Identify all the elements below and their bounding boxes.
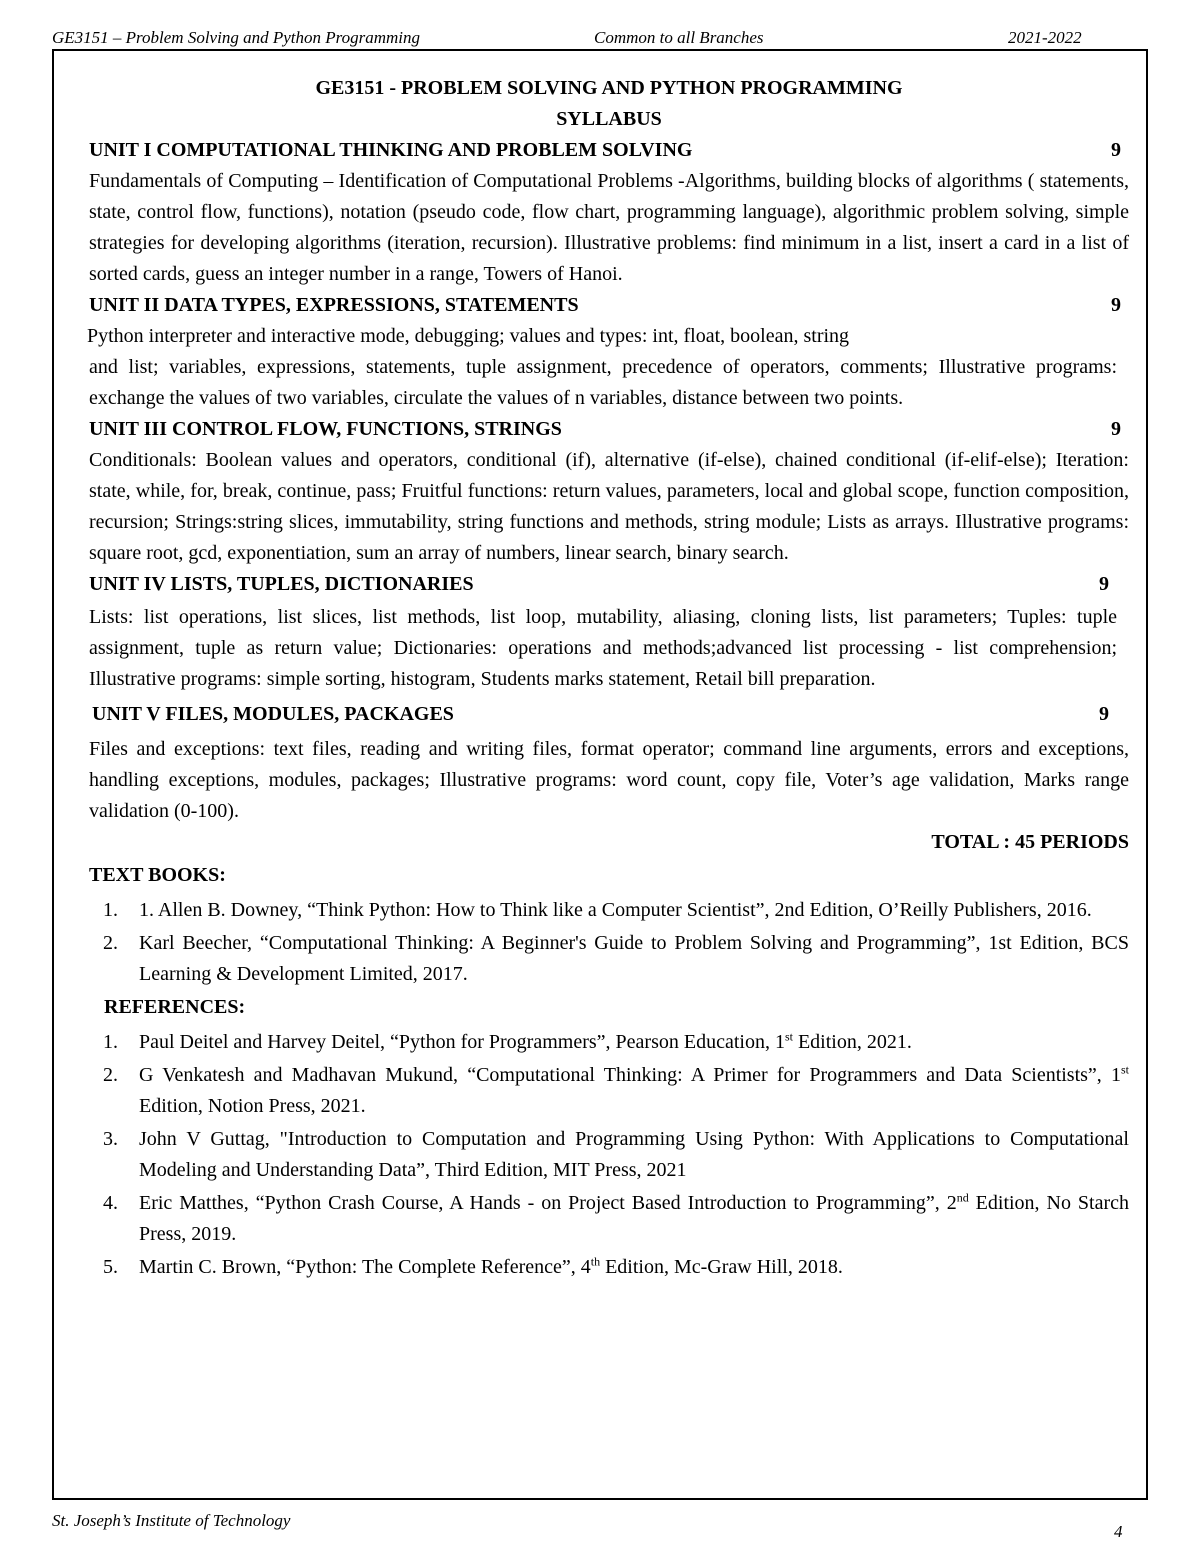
list-item-number: 4. [103,1192,118,1214]
header-year: 2021-2022 [1008,28,1082,47]
list-item-text: Eric Matthes, “Python Crash Course, A Hands - on Project Based Introduction to Programming”, 2 [139,1192,957,1214]
unit-4-body: Lists: list operations, list slices, list methods, list loop, mutability, aliasing, cloning lists, list parameters; Tuples: tuple assignment, tuple as return value; Dictionaries: operations and methods;advanced list processing - list comprehension; Illustrative programs: simple sorting, histogram, Students marks statement, Retail bill preparation. [89,606,1117,690]
total-periods: TOTAL : 45 PERIODS [931,831,1129,853]
page-number: 4 [1114,1522,1123,1541]
list-item-text: G Venkatesh and Madhavan Mukund, “Computational Thinking: A Primer for Programmers and Data Scientists”, 1 [139,1064,1121,1086]
unit-2-hours: 9 [1111,294,1121,316]
unit-1-hours: 9 [1111,139,1121,161]
ordinal-suffix: st [784,1029,793,1044]
text-books-heading: TEXT BOOKS: [89,864,226,886]
unit-4-heading [89,569,1129,600]
list-item [89,1252,1129,1283]
unit-4-hours: 9 [1099,573,1109,595]
unit-5-title: UNIT V FILES, MODULES, PACKAGES [92,703,454,725]
references-heading: REFERENCES: [104,996,246,1018]
list-item-number: 2. [103,1064,118,1086]
unit-5-hours: 9 [1099,703,1109,725]
unit-3-title: UNIT III CONTROL FLOW, FUNCTIONS, STRINGS [89,418,562,440]
unit-5-heading [89,699,1129,730]
list-item-number: 3. [103,1128,118,1150]
page-title: GE3151 - PROBLEM SOLVING AND PYTHON PROGRAMMING [315,77,903,99]
list-item [89,1060,1129,1122]
syllabus-content [89,73,1129,1285]
list-item [89,1188,1129,1250]
footer-institution: St. Joseph’s Institute of Technology [52,1511,291,1530]
unit-2-title: UNIT II DATA TYPES, EXPRESSIONS, STATEMENTS [89,294,579,316]
list-item-text-end: Edition, Mc-Graw Hill, 2018. [600,1256,843,1278]
text-books-list [89,895,1129,990]
list-item-text: Paul Deitel and Harvey Deitel, “Python for Programmers”, Pearson Education, 1 [139,1031,785,1053]
ordinal-suffix: st [1120,1062,1129,1077]
list-item-number: 1. [103,899,118,921]
header-branches: Common to all Branches [594,28,764,47]
unit-5-body: Files and exceptions: text files, reading and writing files, format operator; command line arguments, errors and exceptions, handling exceptions, modules, packages; Illustrative programs: word count, copy file, Voter’s age validation, Marks range validation (0-100). [89,738,1129,822]
unit-3-hours: 9 [1111,418,1121,440]
unit-1-heading [89,135,1129,166]
unit-1-body: Fundamentals of Computing – Identification of Computational Problems -Algorithms, building blocks of algorithms ( statements, state, control flow, functions), notation (pseudo code, flow chart, programming language), algorithmic problem solving, simple strategies for developing algorithms (iteration, recursion). Illustrative problems: find minimum in a list, insert a card in a list of sorted cards, guess an integer number in a range, Towers of Hanoi. [89,170,1129,285]
list-item [89,1124,1129,1186]
unit-4-title: UNIT IV LISTS, TUPLES, DICTIONARIES [89,573,474,595]
list-item-number: 1. [103,1031,118,1053]
references-list [89,1027,1129,1283]
unit-3-body: Conditionals: Boolean values and operators, conditional (if), alternative (if-else), chained conditional (if-elif-else); Iteration: state, while, for, break, continue, pass; Fruitful functions: return values, parameters, local and global scope, function composition, recursion; Strings:string slices, immutability, string functions and methods, string module; Lists as arrays. Illustrative programs: square root, gcd, exponentiation, sum an array of numbers, linear search, binary search. [89,449,1129,564]
ordinal-suffix: th [590,1254,601,1269]
unit-2-body-line1: Python interpreter and interactive mode, debugging; values and types: int, float, boolean, string [87,325,850,347]
list-item-text: Martin C. Brown, “Python: The Complete Reference”, 4 [139,1256,591,1278]
list-item-text: Karl Beecher, “Computational Thinking: A Beginner's Guide to Problem Solving and Programming”, 1st Edition, BCS Learning & Development Limited, 2017. [139,932,1129,985]
list-item [89,928,1129,990]
list-item-number: 2. [103,932,118,954]
list-item-text: 1. Allen B. Downey, “Think Python: How to Think like a Computer Scientist”, 2nd Edition, O’Reilly Publishers, 2016. [139,899,1092,921]
header-course-title: GE3151 – Problem Solving and Python Programming [52,28,420,47]
list-item-text-end: Edition, 2021. [792,1031,912,1053]
unit-3-heading [89,414,1129,445]
unit-1-title: UNIT I COMPUTATIONAL THINKING AND PROBLEM SOLVING [89,139,693,161]
list-item-text-end: Edition, No Starch Press, 2019. [139,1192,1129,1245]
list-item [89,1027,1129,1058]
list-item [89,895,1129,926]
page-subtitle: SYLLABUS [556,108,662,130]
unit-2-heading [89,290,1129,321]
unit-2-body: and list; variables, expressions, statements, tuple assignment, precedence of operators, comments; Illustrative programs: exchange the values of two variables, circulate the values of n variables, distance between two points. [89,356,1117,409]
ordinal-suffix: nd [956,1190,969,1205]
list-item-text-end: Edition, Notion Press, 2021. [139,1095,366,1117]
list-item-number: 5. [103,1256,118,1278]
list-item-text: John V Guttag, "Introduction to Computation and Programming Using Python: With Applications to Computational Modeling and Understanding Data”, Third Edition, MIT Press, 2021 [139,1128,1129,1181]
